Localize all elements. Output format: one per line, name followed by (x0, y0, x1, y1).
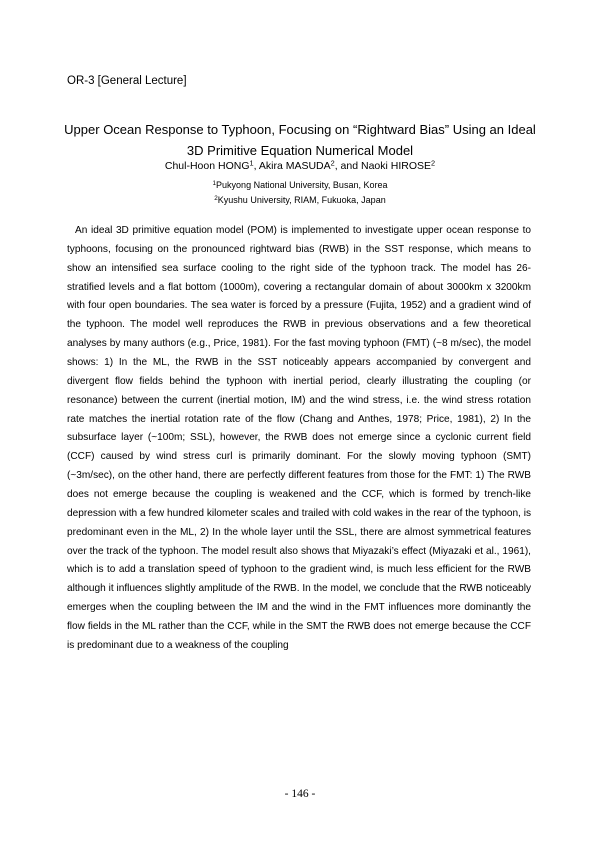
paper-title-line-1: Upper Ocean Response to Typhoon, Focusing on “Rightward Bias” Using an Ideal (64, 122, 536, 137)
affiliation-text: Kyushu University, RIAM, Fukuoka, Japan (217, 195, 386, 205)
author-name: Chul-Hoon HONG (164, 160, 250, 172)
session-label: OR-3 [General Lecture] (67, 75, 187, 87)
affiliation-marker: 2 (214, 195, 218, 203)
affiliation-2 (50, 194, 550, 206)
author-name: Naoki HIROSE (361, 160, 432, 172)
author-affiliation-marker: 2 (330, 158, 335, 168)
affiliation-1 (50, 179, 550, 191)
author-affiliation-marker: 1 (249, 158, 254, 168)
author-name: Akira MASUDA (258, 160, 331, 172)
affiliation-text: Pukyong National University, Busan, Korea (216, 180, 388, 190)
abstract-paragraph: An ideal 3D primitive equation model (POM) is implemented to investigate upper ocean response to typhoons, focusing on the pronounced rightward bias (RWB) in the SST response, which means to show an intensified sea surface cooling to the right side of the typhoon track. The model has 26-stratified levels and a flat bottom (1000m), covering a rectangular domain of about 3000km x 3200km with four open boundaries. The sea water is forced by a pressure (Fujita, 1952) and a gradient wind of the typhoon. The model well reproduces the RWB in previous observations and a few theoretical analyses by many authors (e.g., Price, 1981). For the fast moving typhoon (FMT) (~8 m/sec), the model shows: 1) In the ML, the RWB in the SST noticeably appears accompanied by convergent and divergent flow fields behind the typhoon with inertial period, clearly illustrating the coupling (or resonance) between the current (inertial motion, IM) and the wind stress, i.e. the wind stress rotation rate matches the inertial rotation rate of the flow (Chang and Anthes, 1978; Price, 1981), 2) In the subsurface layer (~100m; SSL), however, the RWB does not emerge since a cyclonic current field (CCF) caused by wind stress curl is primarily dominant. For the slowly moving typhoon (SMT) (~3m/sec), on the other hand, there are perfectly different features from those for the FMT: 1) The RWB does not emerge because the coupling is weakened and the CCF, which is formed by trench-like depression with a few hundred kilometer scales and trailed with cold wakes in the rear of the typhoon, is predominant even in the ML, 2) In the whole layer until the SSL, there are almost symmetrical features over the track of the typhoon. The model result also shows that Miyazaki’s effect (Miyazaki et al., 1961), which is to add a translation speed of typhoon to the gradient wind, is much less efficient for the RWB although it influences slightly amplitude of the RWB. In the model, we conclude that the RWB noticeably emerges when the coupling between the IM and the wind in the FMT influences more dominantly the flow fields in the ML rather than the CCF, while in the SMT the RWB does not emerge because the CCF is predominant due to a weakness of the coupling (67, 225, 531, 651)
paper-title-line-2: 3D Primitive Equation Numerical Model (186, 143, 414, 158)
author-list (50, 159, 550, 173)
author-separator: , and (334, 160, 361, 172)
author-affiliation-marker: 2 (431, 158, 436, 168)
page-number: - 146 - (284, 788, 316, 800)
affiliation-marker: 1 (212, 180, 217, 188)
author-separator: , (253, 160, 259, 172)
